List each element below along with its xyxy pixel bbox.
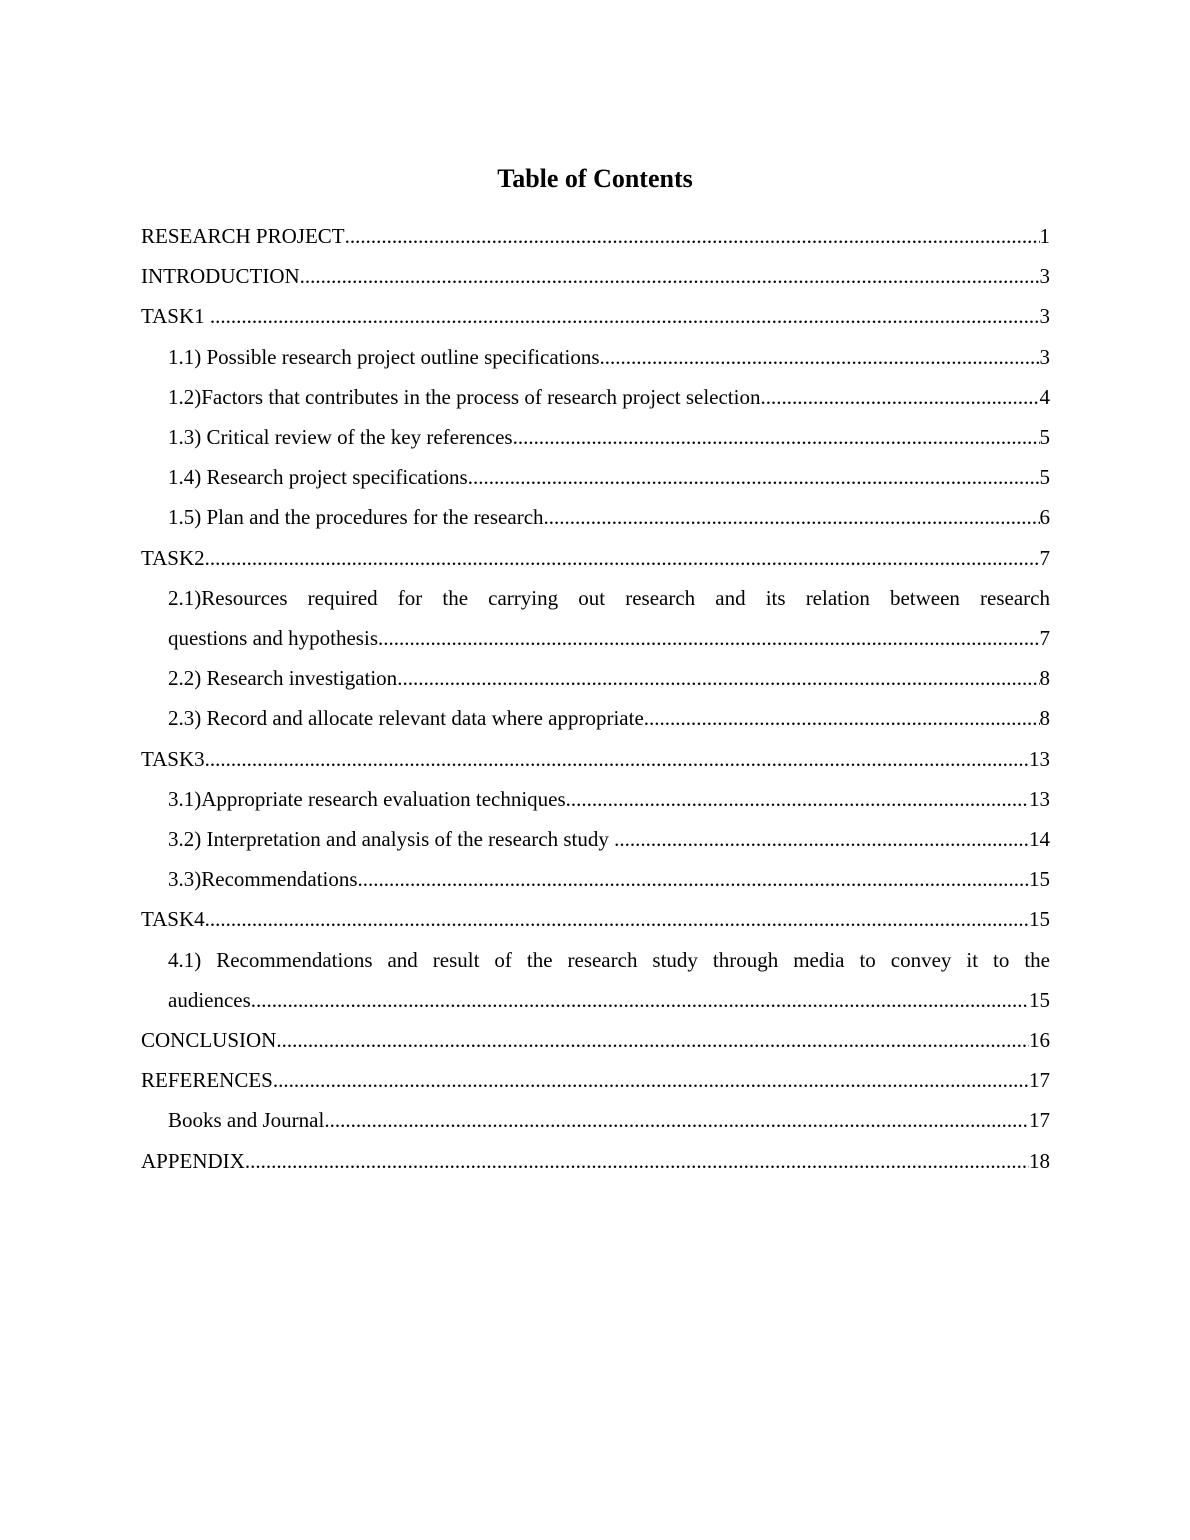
toc-entry-label: 1.3) Critical review of the key references bbox=[168, 425, 513, 450]
dot-leader bbox=[324, 1100, 1029, 1140]
toc-entry-2-2[interactable] bbox=[141, 658, 1050, 698]
toc-entry-label: TASK3 bbox=[141, 746, 205, 771]
toc-page-number: 3 bbox=[1039, 264, 1050, 289]
toc-page-number: 15 bbox=[1029, 867, 1050, 892]
toc-entry-label-line1: 2.1)Resources required for the carrying out research and its relation between research bbox=[168, 585, 1050, 610]
toc-entry-3-2[interactable] bbox=[141, 819, 1050, 859]
dot-leader bbox=[468, 457, 1040, 497]
toc-entry-label: 2.3) Record and allocate relevant data where appropriate bbox=[168, 706, 644, 731]
dot-leader bbox=[345, 216, 1040, 256]
toc-entry-conclusion[interactable] bbox=[141, 1020, 1050, 1060]
toc-page-number: 16 bbox=[1029, 1028, 1050, 1053]
toc-entry-label: 1.2)Factors that contributes in the process of research project selection bbox=[168, 384, 761, 409]
toc-entry-1-2[interactable] bbox=[141, 377, 1050, 417]
toc-entry-research-project[interactable] bbox=[141, 216, 1050, 256]
toc-entry-appendix[interactable] bbox=[141, 1141, 1050, 1181]
dot-leader bbox=[378, 618, 1040, 658]
toc-page-number: 3 bbox=[1039, 344, 1050, 369]
toc-page-number: 8 bbox=[1039, 666, 1050, 691]
toc-page-number: 14 bbox=[1029, 827, 1050, 852]
toc-page-number: 4 bbox=[1039, 384, 1050, 409]
toc-entry-label-line1: 4.1) Recommendations and result of the research study through media to convey it to the bbox=[168, 947, 1050, 972]
dot-leader bbox=[245, 1141, 1029, 1181]
toc-entry-label: questions and hypothesis bbox=[168, 626, 378, 651]
toc-page-number: 8 bbox=[1039, 706, 1050, 731]
toc-entry-label: TASK4 bbox=[141, 907, 205, 932]
toc-entry-1-4[interactable] bbox=[141, 457, 1050, 497]
toc-entry-task3[interactable] bbox=[141, 739, 1050, 779]
dot-leader bbox=[544, 497, 1040, 537]
dot-leader bbox=[300, 256, 1040, 296]
dot-leader bbox=[251, 980, 1029, 1020]
toc-entry-label: INTRODUCTION bbox=[141, 264, 300, 289]
toc-entry-3-1[interactable] bbox=[141, 779, 1050, 819]
toc-entry-label: TASK2 bbox=[141, 545, 205, 570]
toc-page-number: 18 bbox=[1029, 1148, 1050, 1173]
toc-page-number: 13 bbox=[1029, 786, 1050, 811]
toc-entry-3-3[interactable] bbox=[141, 859, 1050, 899]
toc-page-number: 7 bbox=[1039, 545, 1050, 570]
dot-leader bbox=[205, 899, 1029, 939]
toc-entry-1-1[interactable] bbox=[141, 337, 1050, 377]
dot-leader bbox=[358, 859, 1029, 899]
toc-entry-task2[interactable] bbox=[141, 538, 1050, 578]
toc-entry-label: CONCLUSION bbox=[141, 1028, 277, 1053]
toc-entry-label: 1.4) Research project specifications bbox=[168, 465, 468, 490]
toc-entry-4-1[interactable] bbox=[141, 940, 1050, 1020]
dot-leader bbox=[397, 658, 1039, 698]
toc-entry-task1[interactable] bbox=[141, 296, 1050, 336]
dot-leader bbox=[513, 417, 1040, 457]
toc-entry-label: 3.2) Interpretation and analysis of the research study bbox=[168, 827, 615, 852]
toc-entry-books-and-journal[interactable] bbox=[141, 1100, 1050, 1140]
dot-leader bbox=[205, 739, 1029, 779]
toc-entry-1-3[interactable] bbox=[141, 417, 1050, 457]
toc-page-number: 5 bbox=[1039, 465, 1050, 490]
toc-page-number: 13 bbox=[1029, 746, 1050, 771]
toc-entry-2-3[interactable] bbox=[141, 698, 1050, 738]
toc-entry-label: 2.2) Research investigation bbox=[168, 666, 398, 691]
dot-leader bbox=[205, 538, 1040, 578]
toc-page-number: 17 bbox=[1029, 1068, 1050, 1093]
toc-entry-label: REFERENCES bbox=[141, 1068, 273, 1093]
dot-leader bbox=[644, 698, 1040, 738]
toc-page-number: 3 bbox=[1039, 304, 1050, 329]
toc-title: Table of Contents bbox=[497, 164, 693, 193]
toc-entry-task4[interactable] bbox=[141, 899, 1050, 939]
toc-entry-label: 1.5) Plan and the procedures for the research bbox=[168, 505, 544, 530]
toc-page-number: 7 bbox=[1039, 626, 1050, 651]
toc-entry-label: 1.1) Possible research project outline specifications bbox=[168, 344, 600, 369]
dot-leader bbox=[760, 377, 1039, 417]
toc-entry-label: 3.1)Appropriate research evaluation techniques bbox=[168, 786, 566, 811]
toc-page-number: 1 bbox=[1039, 224, 1050, 248]
toc-entry-introduction[interactable] bbox=[141, 256, 1050, 296]
toc-entry-label: TASK1 bbox=[141, 304, 210, 329]
toc-entry-1-5[interactable] bbox=[141, 497, 1050, 537]
toc-page-number: 6 bbox=[1039, 505, 1050, 530]
dot-leader bbox=[614, 819, 1029, 859]
toc-page-number: 15 bbox=[1029, 987, 1050, 1012]
dot-leader bbox=[600, 337, 1040, 377]
toc-page-number: 5 bbox=[1039, 425, 1050, 450]
toc-page-number: 15 bbox=[1029, 907, 1050, 932]
toc-entry-label: Books and Journal bbox=[168, 1108, 325, 1133]
dot-leader bbox=[276, 1020, 1029, 1060]
dot-leader bbox=[210, 296, 1040, 336]
table-of-contents bbox=[141, 216, 1050, 1181]
toc-entry-label: 3.3)Recommendations bbox=[168, 867, 358, 892]
toc-page-number: 17 bbox=[1029, 1108, 1050, 1133]
toc-entry-label: audiences bbox=[168, 987, 251, 1012]
dot-leader bbox=[566, 779, 1029, 819]
toc-entry-label: APPENDIX bbox=[141, 1148, 245, 1173]
toc-entry-references[interactable] bbox=[141, 1060, 1050, 1100]
toc-entry-label: RESEARCH PROJECT bbox=[141, 224, 345, 248]
dot-leader bbox=[273, 1060, 1029, 1100]
toc-entry-2-1[interactable] bbox=[141, 578, 1050, 658]
